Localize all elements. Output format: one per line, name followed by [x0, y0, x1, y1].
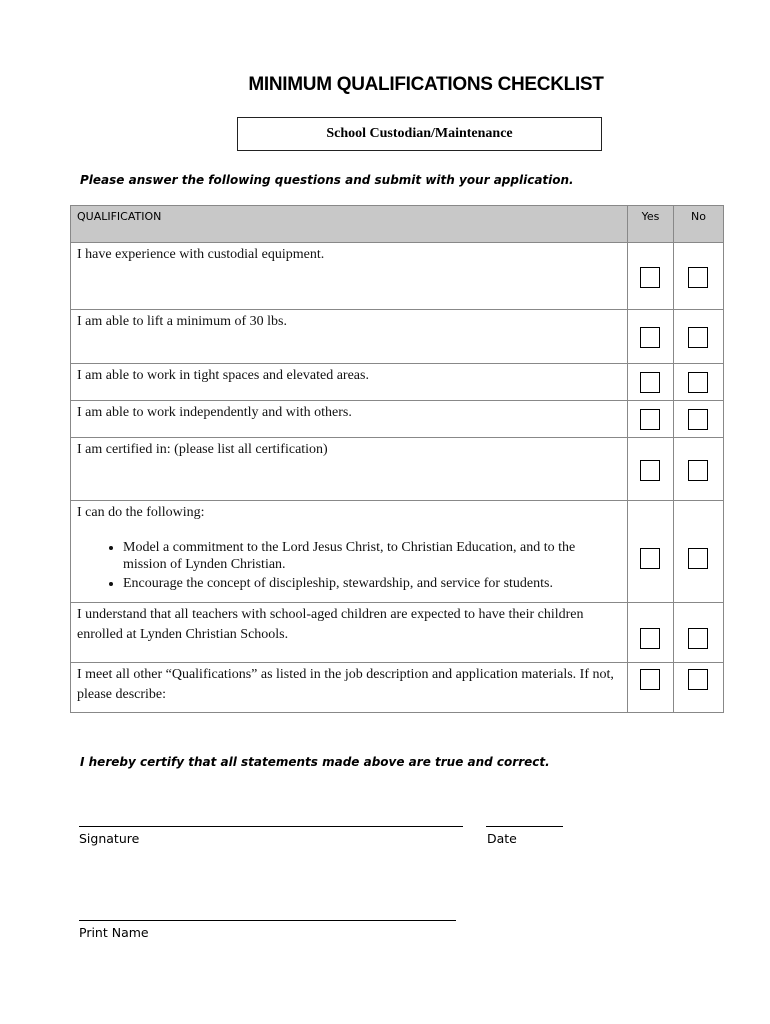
qualification-text: I am able to work in tight spaces and elevated areas.: [71, 364, 628, 401]
yes-checkbox[interactable]: [640, 372, 660, 393]
print-name-label: Print Name: [79, 925, 149, 940]
qualification-text: I am able to lift a minimum of 30 lbs.: [71, 310, 628, 364]
qualification-text: I have experience with custodial equipment.: [71, 243, 628, 310]
table-header-row: [71, 206, 724, 243]
table-row: [71, 438, 724, 501]
no-checkbox[interactable]: [688, 267, 708, 288]
table-row: [71, 364, 724, 401]
yes-cell: [628, 401, 674, 438]
yes-cell: [628, 364, 674, 401]
yes-cell: [628, 603, 674, 663]
page-title: MINIMUM QUALIFICATIONS CHECKLIST: [248, 74, 604, 95]
certification-statement: I hereby certify that all statements made above are true and correct.: [80, 755, 550, 769]
qualification-text: I understand that all teachers with school-aged children are expected to have their children enrolled at Lynden Christian Schools.: [71, 603, 628, 663]
qualification-cell: [71, 501, 628, 603]
yes-cell: [628, 438, 674, 501]
signature-label: Signature: [79, 831, 140, 846]
yes-cell: [628, 243, 674, 310]
instructions-text: Please answer the following questions and submit with your application.: [80, 173, 574, 187]
signature-line[interactable]: [79, 826, 463, 827]
no-checkbox[interactable]: [688, 327, 708, 348]
no-checkbox[interactable]: [688, 669, 708, 690]
yes-checkbox[interactable]: [640, 409, 660, 430]
yes-checkbox[interactable]: [640, 327, 660, 348]
print-name-line[interactable]: [79, 920, 456, 921]
date-line[interactable]: [486, 826, 563, 827]
yes-cell: [628, 501, 674, 603]
header-yes: Yes: [628, 206, 674, 243]
no-cell: [674, 364, 724, 401]
no-cell: [674, 243, 724, 310]
yes-cell: [628, 310, 674, 364]
no-checkbox[interactable]: [688, 548, 708, 569]
bullet-list: [77, 539, 621, 592]
qualification-text: I am able to work independently and with others.: [71, 401, 628, 438]
yes-checkbox[interactable]: [640, 267, 660, 288]
header-no: No: [674, 206, 724, 243]
table-row: [71, 310, 724, 364]
header-qualification: QUALIFICATION: [71, 206, 628, 243]
list-item: • Encourage the concept of discipleship, stewardship, and service for students.: [123, 575, 621, 592]
no-cell: [674, 438, 724, 501]
no-cell: [674, 501, 724, 603]
list-item: • Model a commitment to the Lord Jesus Christ, to Christian Education, and to the mission of Lynden Christian.: [123, 539, 621, 573]
no-checkbox[interactable]: [688, 628, 708, 649]
date-label: Date: [487, 831, 517, 846]
no-cell: [674, 603, 724, 663]
yes-cell: [628, 663, 674, 713]
qualification-text: I am certified in: (please list all certification): [71, 438, 628, 501]
yes-checkbox[interactable]: [640, 548, 660, 569]
table-row: [71, 603, 724, 663]
table-row: [71, 243, 724, 310]
position-title: School Custodian/Maintenance: [326, 126, 513, 141]
no-checkbox[interactable]: [688, 409, 708, 430]
yes-checkbox[interactable]: [640, 628, 660, 649]
qualification-text: I meet all other “Qualifications” as listed in the job description and application materials. If not, please describe:: [71, 663, 628, 713]
position-title-box: [237, 117, 602, 151]
no-cell: [674, 663, 724, 713]
no-checkbox[interactable]: [688, 372, 708, 393]
qualification-text: I can do the following:: [77, 505, 205, 520]
no-checkbox[interactable]: [688, 460, 708, 481]
table-row: [71, 663, 724, 713]
yes-checkbox[interactable]: [640, 669, 660, 690]
qualifications-table: [70, 205, 724, 713]
yes-checkbox[interactable]: [640, 460, 660, 481]
no-cell: [674, 310, 724, 364]
table-row: [71, 501, 724, 603]
no-cell: [674, 401, 724, 438]
table-row: [71, 401, 724, 438]
